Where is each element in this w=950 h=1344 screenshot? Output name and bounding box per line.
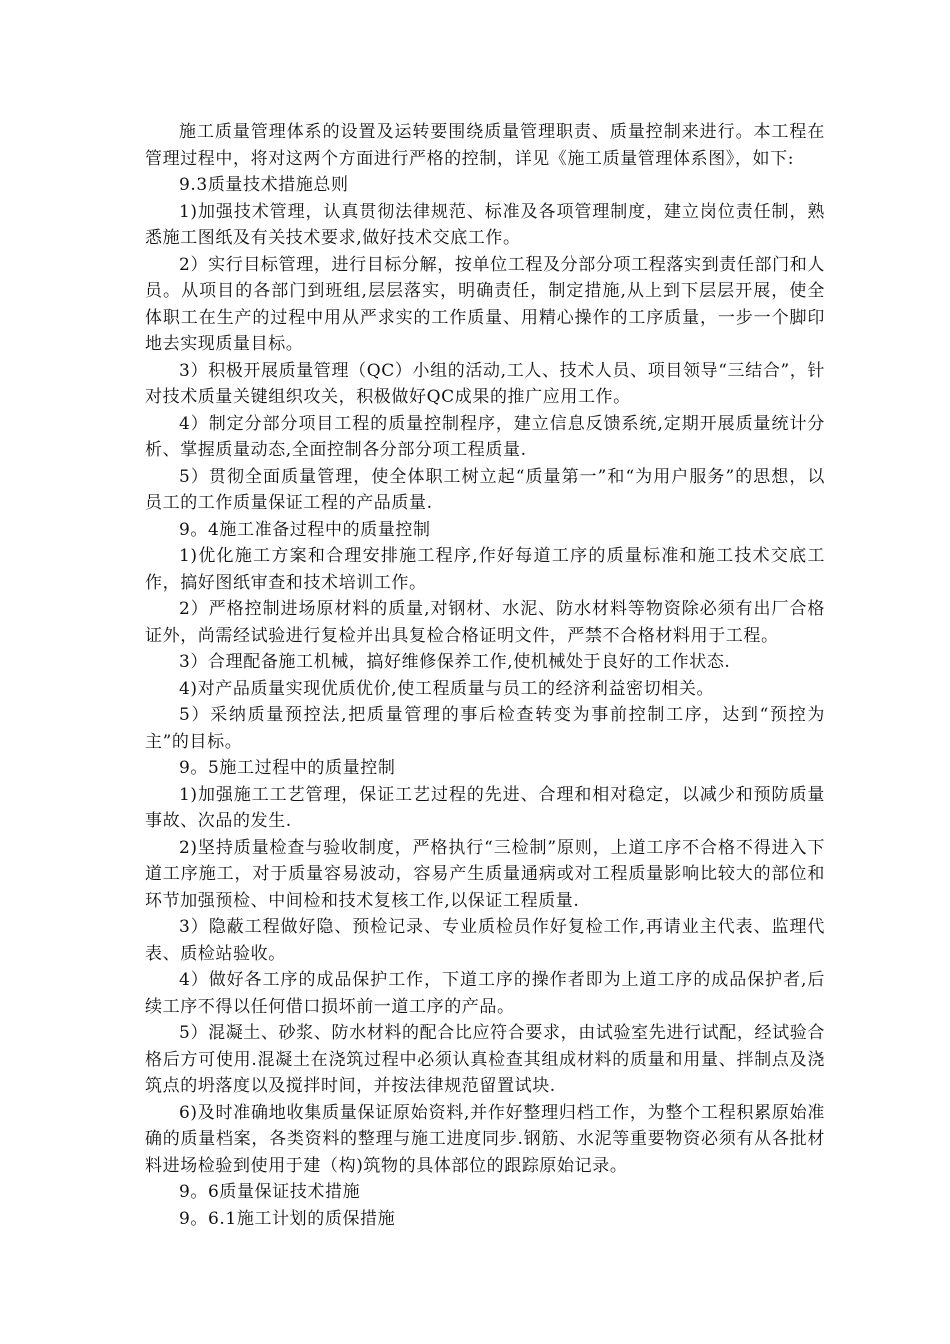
paragraph-9-5-item-1: 1)加强施工工艺管理，保证工艺过程的先进、合理和相对稳定，以减少和预防质量事故、次品的发生.: [145, 784, 825, 831]
paragraph-9-3-item-1: 1)加强技术管理，认真贯彻法律规范、标准及各项管理制度，建立岗位责任制，熟悉施工图纸及有关技术要求,做好技术交底工作。: [145, 201, 825, 248]
paragraph-9-5-item-3: 3）隐蔽工程做好隐、预检记录、专业质检员作好复检工作,再请业主代表、监理代表、质检站验收。: [145, 917, 825, 964]
paragraph-9-4-item-2: 2）严格控制进场原材料的质量,对钢材、水泥、防水材料等物资除必须有出厂合格证外，尚需经试验进行复检并出具复检合格证明文件，严禁不合格材料用于工程。: [145, 599, 825, 646]
paragraph-9-4-item-5: 5）采纳质量预控法,把质量管理的事后检查转变为事前控制工序，达到“预控为主”的目标。: [145, 705, 825, 752]
paragraph-9-5-item-6: 6)及时准确地收集质量保证原始资料,并作好整理归档工作，为整个工程积累原始准确的质量档案，各类资料的整理与施工进度同步.钢筋、水泥等重要物资必须有从各批材料进场检验到使用于建（构)筑物的具体部位的跟踪原始记录。: [145, 1102, 825, 1176]
paragraph-9-3-item-4: 4）制定分部分项目工程的质量控制程序，建立信息反馈系统,定期开展质量统计分析、掌握质量动态,全面控制各分部分项工程质量.: [145, 413, 825, 460]
paragraph-9-5-item-4: 4）做好各工序的成品保护工作，下道工序的操作者即为上道工序的成品保护者,后续工序不得以任何借口损坏前一道工序的产品。: [145, 970, 825, 1017]
paragraph-intro: 施工质量管理体系的设置及运转要围绕质量管理职责、质量控制来进行。本工程在管理过程中，将对这两个方面进行严格的控制，详见《施工质量管理体系图》，如下:: [145, 122, 825, 169]
paragraph-9-3-item-5: 5）贯彻全面质量管理，使全体职工树立起“质量第一”和“为用户服务”的思想，以员工的工作质量保证工程的产品质量.: [145, 466, 825, 513]
section-heading-9-6-1: 9。6.1施工计划的质保措施: [179, 1208, 396, 1229]
paragraph-9-5-item-5: 5）混凝土、砂浆、防水材料的配合比应符合要求，由试验室先进行试配，经试验合格后方可使用.混凝土在浇筑过程中必须认真检查其组成材料的质量和用量、拌制点及浇筑点的坍落度以及搅拌时间，并按法律规范留置试块.: [145, 1023, 825, 1096]
section-heading-9-6: 9。6质量保证技术措施: [179, 1182, 361, 1202]
section-heading-9-4: 9。4施工准备过程中的质量控制: [179, 519, 431, 540]
paragraph-9-5-item-2: 2)坚持质量检查与验收制度，严格执行“三检制”原则，上道工序不合格不得进入下道工序施工，对于质量容易波动，容易产生质量通病或对工程质量影响比较大的部位和环节加强预检、中间检和技术复核工作,以保证工程质量.: [145, 837, 825, 911]
document-body: [145, 119, 825, 1232]
paragraph-9-3-item-3: 3）积极开展质量管理（QC）小组的活动,工人、技术人员、项目领导“三结合”，针对技术质量关键组织攻关，积极做好QC成果的推广应用工作。: [145, 360, 825, 407]
paragraph-9-4-item-4: 4)对产品质量实现优质优价,使工程质量与员工的经济利益密切相关。: [179, 678, 715, 699]
paragraph-9-4-item-1: 1)优化施工方案和合理安排施工程序,作好每道工序的质量标准和施工技术交底工作，搞好图纸审查和技术培训工作。: [145, 546, 825, 593]
section-heading-9-3: 9.3质量技术措施总则: [179, 175, 349, 195]
paragraph-9-4-item-3: 3）合理配备施工机械，搞好维修保养工作,使机械处于良好的工作状态.: [179, 652, 731, 672]
section-heading-9-5: 9。5施工过程中的质量控制: [179, 758, 396, 778]
paragraph-9-3-item-2: 2）实行目标管理，进行目标分解，按单位工程及分部分项工程落实到责任部门和人员。从项目的各部门到班组,层层落实，明确责任，制定措施,从上到下层层开展，使全体职工在生产的过程中用从严求实的工作质量、用精心操作的工序质量，一步一个脚印地去实现质量目标。: [145, 254, 825, 354]
